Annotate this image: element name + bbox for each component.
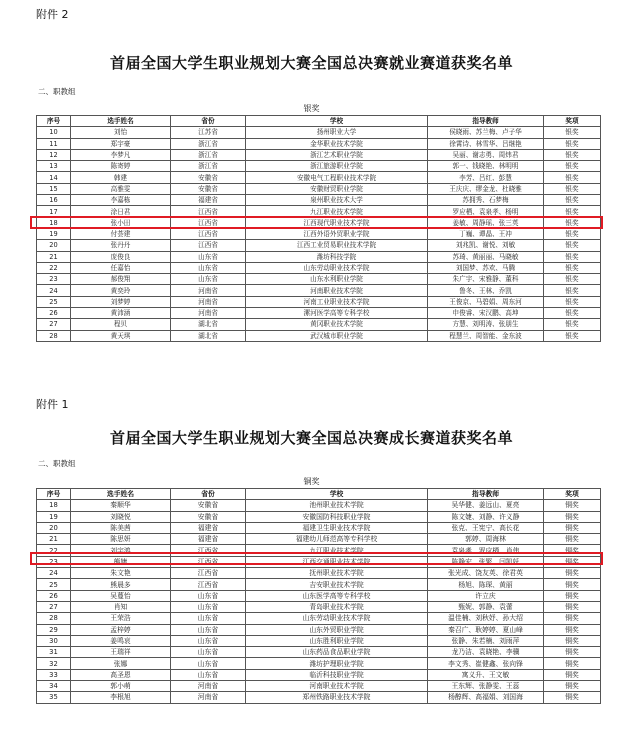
table-cell: 湖北省 — [171, 319, 246, 330]
column-header: 选手姓名 — [71, 116, 171, 127]
table-row — [37, 127, 601, 138]
table-cell: 秦召广、耿婷婷、夏山峰 — [428, 624, 544, 635]
table-cell: 24 — [37, 285, 71, 296]
table-cell: 张小田 — [71, 217, 171, 228]
table-row — [37, 568, 601, 579]
table-cell: 池州职业技术学院 — [246, 500, 428, 511]
table-cell: 银奖 — [544, 285, 601, 296]
table-cell: 江西交通职业技术学院 — [246, 556, 428, 567]
table-cell: 铜奖 — [544, 658, 601, 669]
table-cell: 20 — [37, 522, 71, 533]
table-cell: 王荣浩 — [71, 613, 171, 624]
table-cell: 李文秀、崔健鑫、张向锋 — [428, 658, 544, 669]
highlight-box-a — [30, 216, 603, 229]
table-cell: 铜奖 — [544, 692, 601, 703]
table-cell: 扬州职业大学 — [246, 127, 428, 138]
table-cell: 苏拥秀、石梦梅 — [428, 195, 544, 206]
table-cell: 黄沛涵 — [71, 308, 171, 319]
table-cell: 22 — [37, 545, 71, 556]
table-cell: 熊婕 — [71, 556, 171, 567]
table-cell: 河南工业职业技术学院 — [246, 296, 428, 307]
table-cell: 江苏省 — [171, 127, 246, 138]
table-cell: 21 — [37, 534, 71, 545]
table-cell: 吴丽、谢志勇、周炜君 — [428, 149, 544, 160]
table-row — [37, 647, 601, 658]
table-row — [37, 274, 601, 285]
table-cell: 江西省 — [171, 556, 246, 567]
table-cell: 银奖 — [544, 183, 601, 194]
table-cell: 18 — [37, 500, 71, 511]
table-header-row — [37, 489, 601, 500]
table-cell: 泉州职业技术大学 — [246, 195, 428, 206]
table-cell: 河南职业技术学院 — [246, 285, 428, 296]
table-row — [37, 601, 601, 612]
table-cell: 福建省 — [171, 195, 246, 206]
table-cell: 江西外语外贸职业学院 — [246, 228, 428, 239]
table-cell: 孟梓婷 — [71, 624, 171, 635]
table-cell: 吉安职业技术学院 — [246, 579, 428, 590]
table-header-row — [37, 116, 601, 127]
table-cell: 黄天琪 — [71, 330, 171, 341]
table-cell: 陈文婕、刘静、许义静 — [428, 511, 544, 522]
table-cell: 银奖 — [544, 262, 601, 273]
page-title-a: 首届全国大学生职业规划大赛全国总决赛就业赛道获奖名单 — [109, 54, 513, 72]
table-cell: 山东省 — [171, 624, 246, 635]
table-cell: 银奖 — [544, 138, 601, 149]
table-cell: 江西工业贸易职业技术学院 — [246, 240, 428, 251]
table-cell: 浙江省 — [171, 138, 246, 149]
table-cell: 20 — [37, 240, 71, 251]
table-cell: 30 — [37, 635, 71, 646]
table-row — [37, 579, 601, 590]
table-cell: 湖北省 — [171, 330, 246, 341]
table-cell: 王俊京、马碧娟、周东河 — [428, 296, 544, 307]
table-cell: 青岛职业技术学院 — [246, 601, 428, 612]
table-cell: 吴蔓怡 — [71, 590, 171, 601]
table-cell: 郑宇豪 — [71, 138, 171, 149]
table-cell: 铜奖 — [544, 545, 601, 556]
table-cell: 银奖 — [544, 296, 601, 307]
table-cell: 银奖 — [544, 240, 601, 251]
table-cell: 浙江省 — [171, 149, 246, 160]
table-cell: 江西省 — [171, 568, 246, 579]
table-cell: 银奖 — [544, 217, 601, 228]
column-header: 学校 — [246, 116, 428, 127]
table-cell: 安徽电气工程职业技术学院 — [246, 172, 428, 183]
table-cell: 安徽省 — [171, 511, 246, 522]
table-cell: 安徽财贸职业学院 — [246, 183, 428, 194]
table-cell: 山东胜利职业学院 — [246, 635, 428, 646]
table-cell: 银奖 — [544, 127, 601, 138]
column-header: 奖项 — [544, 489, 601, 500]
table-cell: 铜奖 — [544, 635, 601, 646]
table-row — [37, 149, 601, 160]
table-row — [37, 590, 601, 601]
table-cell: 银奖 — [544, 274, 601, 285]
table-cell: 26 — [37, 590, 71, 601]
group-label-a: 二、职教组 — [38, 87, 76, 96]
table-cell: 刘梦婷 — [71, 296, 171, 307]
table-cell: 李嘉栋 — [71, 195, 171, 206]
table-cell: 李芳、吕红、彭慧 — [428, 172, 544, 183]
table-cell: 李根旭 — [71, 692, 171, 703]
table-cell: 铜奖 — [544, 624, 601, 635]
table-cell: 14 — [37, 172, 71, 183]
table-cell: 龙乃洁、袁晓艳、李骥 — [428, 647, 544, 658]
table-cell: 福建省 — [171, 522, 246, 533]
table-cell: 黄奕玲 — [71, 285, 171, 296]
table-row — [37, 669, 601, 680]
table-cell: 王东辉、张静雯、王蕊 — [428, 681, 544, 692]
table-row — [37, 308, 601, 319]
table-cell: 山东水利职业学院 — [246, 274, 428, 285]
table-cell: 许立庆 — [428, 590, 544, 601]
table-cell: 13 — [37, 161, 71, 172]
table-cell: 山东省 — [171, 601, 246, 612]
table-row — [37, 511, 601, 522]
table-cell: 32 — [37, 658, 71, 669]
table-row — [37, 319, 601, 330]
column-header: 指导教师 — [428, 489, 544, 500]
table-cell: 王庆庆、缪金龙、杜晓雅 — [428, 183, 544, 194]
column-header: 奖项 — [544, 116, 601, 127]
table-cell: 铜奖 — [544, 500, 601, 511]
table-cell: 山东省 — [171, 274, 246, 285]
table-cell: 山东劳动职业技术学院 — [246, 613, 428, 624]
table-row — [37, 251, 601, 262]
attachment-label-b: 附件 1 — [36, 398, 69, 411]
table-cell: 姜敏、周静瑶、张三英 — [428, 217, 544, 228]
table-cell: 黄冈职业技术学院 — [246, 319, 428, 330]
table-cell: 程慧兰、周智能、金东波 — [428, 330, 544, 341]
table-cell: 江西省 — [171, 228, 246, 239]
table-cell: 银奖 — [544, 149, 601, 160]
table-row — [37, 161, 601, 172]
table-row — [37, 330, 601, 341]
table-cell: 陈思妍 — [71, 534, 171, 545]
table-cell: 刘国梦、苏欢、马腾 — [428, 262, 544, 273]
highlight-box-b — [30, 552, 603, 565]
table-cell: 漯河医学高等专科学校 — [246, 308, 428, 319]
table-cell: 抚州职业技术学院 — [246, 568, 428, 579]
table-cell: 25 — [37, 296, 71, 307]
table-cell: 铜奖 — [544, 681, 601, 692]
column-header: 省份 — [171, 116, 246, 127]
table-cell: 18 — [37, 217, 71, 228]
table-cell: 姜鸣哀 — [71, 635, 171, 646]
table-cell: 铜奖 — [544, 522, 601, 533]
table-cell: 肖知 — [71, 601, 171, 612]
table-cell: 张光成、饶友英、徐君英 — [428, 568, 544, 579]
table-cell: 袁泉孝、罗应栖、肖伟 — [428, 545, 544, 556]
table-cell: 银奖 — [544, 319, 601, 330]
table-cell: 张克、王宪宁、高长花 — [428, 522, 544, 533]
table-cell: 山东省 — [171, 658, 246, 669]
table-cell: 涂日君 — [71, 206, 171, 217]
table-cell: 铜奖 — [544, 590, 601, 601]
table-cell: 山东外贸职业学院 — [246, 624, 428, 635]
table-cell: 吴华健、姜远山、夏亮 — [428, 500, 544, 511]
table-cell: 潍坊护理职业学院 — [246, 658, 428, 669]
table-cell: 河南省 — [171, 308, 246, 319]
table-cell: 河南省 — [171, 681, 246, 692]
table-row — [37, 534, 601, 545]
table-cell: 江西省 — [171, 545, 246, 556]
table-cell: 朱文艳 — [71, 568, 171, 579]
table-cell: 任嘉怡 — [71, 262, 171, 273]
table-cell: 刘怡 — [71, 127, 171, 138]
table-cell: 山东劳动职业技术学院 — [246, 262, 428, 273]
table-cell: 浙江艺术职业学院 — [246, 149, 428, 160]
table-cell: 银奖 — [544, 206, 601, 217]
table-cell: 潍坊科技学院 — [246, 251, 428, 262]
table-cell: 27 — [37, 319, 71, 330]
table-cell: 17 — [37, 206, 71, 217]
table-cell: 23 — [37, 556, 71, 567]
table-cell: 江西省 — [171, 217, 246, 228]
table-cell: 郭一、钱晓艳、林明明 — [428, 161, 544, 172]
table-cell: 郑州铁路职业技术学院 — [246, 692, 428, 703]
table-cell: 29 — [37, 624, 71, 635]
table-cell: 福建幼儿师范高等专科学校 — [246, 534, 428, 545]
table-cell: 郭婷、周海林 — [428, 534, 544, 545]
table-cell: 寓义升、王文敏 — [428, 669, 544, 680]
table-cell: 银奖 — [544, 308, 601, 319]
table-cell: 方慧、刘明涛、张朋生 — [428, 319, 544, 330]
table-cell: 山东医学高等专科学校 — [246, 590, 428, 601]
table-row — [37, 658, 601, 669]
table-cell: 铜奖 — [544, 647, 601, 658]
table-cell: 安徽省 — [171, 500, 246, 511]
table-cell: 铜奖 — [544, 568, 601, 579]
group-label-b: 二、职教组 — [38, 459, 76, 468]
table-cell: 34 — [37, 681, 71, 692]
table-cell: 21 — [37, 251, 71, 262]
page-title-b: 首届全国大学生职业规划大赛全国总决赛成长赛道获奖名单 — [109, 429, 513, 447]
table-cell: 25 — [37, 579, 71, 590]
table-row — [37, 183, 601, 194]
table-cell: 付荟建 — [71, 228, 171, 239]
table-row — [37, 522, 601, 533]
table-cell: 19 — [37, 228, 71, 239]
table-cell: 铜奖 — [544, 511, 601, 522]
table-cell: 苏琦、黄丽丽、马晓敏 — [428, 251, 544, 262]
table-row — [37, 500, 601, 511]
column-header: 序号 — [37, 116, 71, 127]
attachment-label-a: 附件 2 — [36, 8, 69, 21]
table-row — [37, 228, 601, 239]
table-row — [37, 296, 601, 307]
table-cell: 15 — [37, 183, 71, 194]
table-cell: 陈静宏、张繁、闫凯妖 — [428, 556, 544, 567]
table-row — [37, 624, 601, 635]
table-cell: 鲁冬、王林、乔凯 — [428, 285, 544, 296]
table-cell: 银奖 — [544, 172, 601, 183]
table-cell: 11 — [37, 138, 71, 149]
table-cell: 铜奖 — [544, 669, 601, 680]
table-cell: 张静、朱若楠、刘雨萍 — [428, 635, 544, 646]
table-cell: 徐霄诗、林雪华、吕继艳 — [428, 138, 544, 149]
table-cell: 武汉城市职业学院 — [246, 330, 428, 341]
table-cell: 山东省 — [171, 635, 246, 646]
prize-label-a: 银奖 — [303, 104, 320, 113]
column-header: 指导教师 — [428, 116, 544, 127]
column-header: 选手姓名 — [71, 489, 171, 500]
table-cell: 铜奖 — [544, 534, 601, 545]
table-cell: 庞俊良 — [71, 251, 171, 262]
table-cell: 郝俊翔 — [71, 274, 171, 285]
table-cell: 山东省 — [171, 669, 246, 680]
table-cell: 22 — [37, 262, 71, 273]
table-row — [37, 692, 601, 703]
table-cell: 江西省 — [171, 240, 246, 251]
table-cell: 23 — [37, 274, 71, 285]
table-cell: 28 — [37, 613, 71, 624]
table-row — [37, 195, 601, 206]
table-cell: 银奖 — [544, 195, 601, 206]
table-cell: 陈美茜 — [71, 522, 171, 533]
table-cell: 张娜 — [71, 658, 171, 669]
award-table-b — [36, 488, 601, 704]
table-cell: 高雅雯 — [71, 183, 171, 194]
table-cell: 郭小萌 — [71, 681, 171, 692]
table-cell: 31 — [37, 647, 71, 658]
table-cell: 河南省 — [171, 296, 246, 307]
column-header: 省份 — [171, 489, 246, 500]
table-cell: 张丹丹 — [71, 240, 171, 251]
table-row — [37, 285, 601, 296]
table-row — [37, 240, 601, 251]
table-cell: 安徽省 — [171, 183, 246, 194]
column-header: 学校 — [246, 489, 428, 500]
table-cell: 秦顺华 — [71, 500, 171, 511]
table-cell: 金华职业技术学院 — [246, 138, 428, 149]
table-row — [37, 635, 601, 646]
table-cell: 程贝 — [71, 319, 171, 330]
table-cell: 山东省 — [171, 647, 246, 658]
table-cell: 银奖 — [544, 228, 601, 239]
table-cell: 杨醇辉、高福娟、刘国海 — [428, 692, 544, 703]
table-cell: 高圣恩 — [71, 669, 171, 680]
table-cell: 19 — [37, 511, 71, 522]
table-cell: 山东省 — [171, 262, 246, 273]
table-cell: 九江职业技术学院 — [246, 545, 428, 556]
table-cell: 33 — [37, 669, 71, 680]
table-cell: 铜奖 — [544, 613, 601, 624]
table-cell: 江西省 — [171, 579, 246, 590]
table-row — [37, 138, 601, 149]
table-cell: 杨旭、陈琛、黄丽 — [428, 579, 544, 590]
table-cell: 山东省 — [171, 613, 246, 624]
table-cell: 28 — [37, 330, 71, 341]
table-cell: 铜奖 — [544, 601, 601, 612]
table-row — [37, 262, 601, 273]
table-cell: 福建卫生职业技术学院 — [246, 522, 428, 533]
table-cell: 熊晨多 — [71, 579, 171, 590]
table-cell: 安徽省 — [171, 172, 246, 183]
table-cell: 10 — [37, 127, 71, 138]
table-cell: 山东省 — [171, 590, 246, 601]
column-header: 序号 — [37, 489, 71, 500]
prize-label-b: 铜奖 — [303, 477, 320, 486]
table-cell: 江西现代职业技术学院 — [246, 217, 428, 228]
table-cell: 12 — [37, 149, 71, 160]
table-row — [37, 681, 601, 692]
table-row — [37, 613, 601, 624]
table-cell: 浙江旅游职业学院 — [246, 161, 428, 172]
table-cell: 王瑞祥 — [71, 647, 171, 658]
table-cell: 罗应栖、袁泉孝、杨明 — [428, 206, 544, 217]
table-row — [37, 172, 601, 183]
table-cell: 韩建 — [71, 172, 171, 183]
table-cell: 24 — [37, 568, 71, 579]
table-cell: 丁巍、谭晶、王冲 — [428, 228, 544, 239]
table-cell: 朱广宇、宋雅静、董科 — [428, 274, 544, 285]
table-cell: 甄妮、郭静、袁蕾 — [428, 601, 544, 612]
table-cell: 35 — [37, 692, 71, 703]
table-cell: 刘兆凯、谢悦、刘敏 — [428, 240, 544, 251]
table-cell: 27 — [37, 601, 71, 612]
table-cell: 铜奖 — [544, 579, 601, 590]
table-cell: 26 — [37, 308, 71, 319]
table-cell: 李梦凡 — [71, 149, 171, 160]
table-cell: 银奖 — [544, 161, 601, 172]
table-cell: 铜奖 — [544, 556, 601, 567]
table-cell: 河南省 — [171, 285, 246, 296]
table-cell: 福建省 — [171, 534, 246, 545]
table-cell: 江西省 — [171, 206, 246, 217]
table-cell: 陈寄婷 — [71, 161, 171, 172]
table-cell: 山东药品食品职业学院 — [246, 647, 428, 658]
table-cell: 银奖 — [544, 330, 601, 341]
table-cell: 刘宇鸿 — [71, 545, 171, 556]
table-cell: 16 — [37, 195, 71, 206]
table-cell: 浙江省 — [171, 161, 246, 172]
table-cell: 安徽国防科技职业学院 — [246, 511, 428, 522]
table-cell: 温佳楠、刘秋妤、孙大绍 — [428, 613, 544, 624]
table-cell: 侯晓雨、苏兰梅、卢子华 — [428, 127, 544, 138]
table-cell: 刘晓悦 — [71, 511, 171, 522]
table-cell: 河南职业技术学院 — [246, 681, 428, 692]
table-cell: 银奖 — [544, 251, 601, 262]
table-cell: 申俊睿、宋汉鹏、高坤 — [428, 308, 544, 319]
table-cell: 九江职业技术学院 — [246, 206, 428, 217]
table-cell: 临沂科技职业学院 — [246, 669, 428, 680]
table-cell: 河南省 — [171, 692, 246, 703]
table-cell: 山东省 — [171, 251, 246, 262]
